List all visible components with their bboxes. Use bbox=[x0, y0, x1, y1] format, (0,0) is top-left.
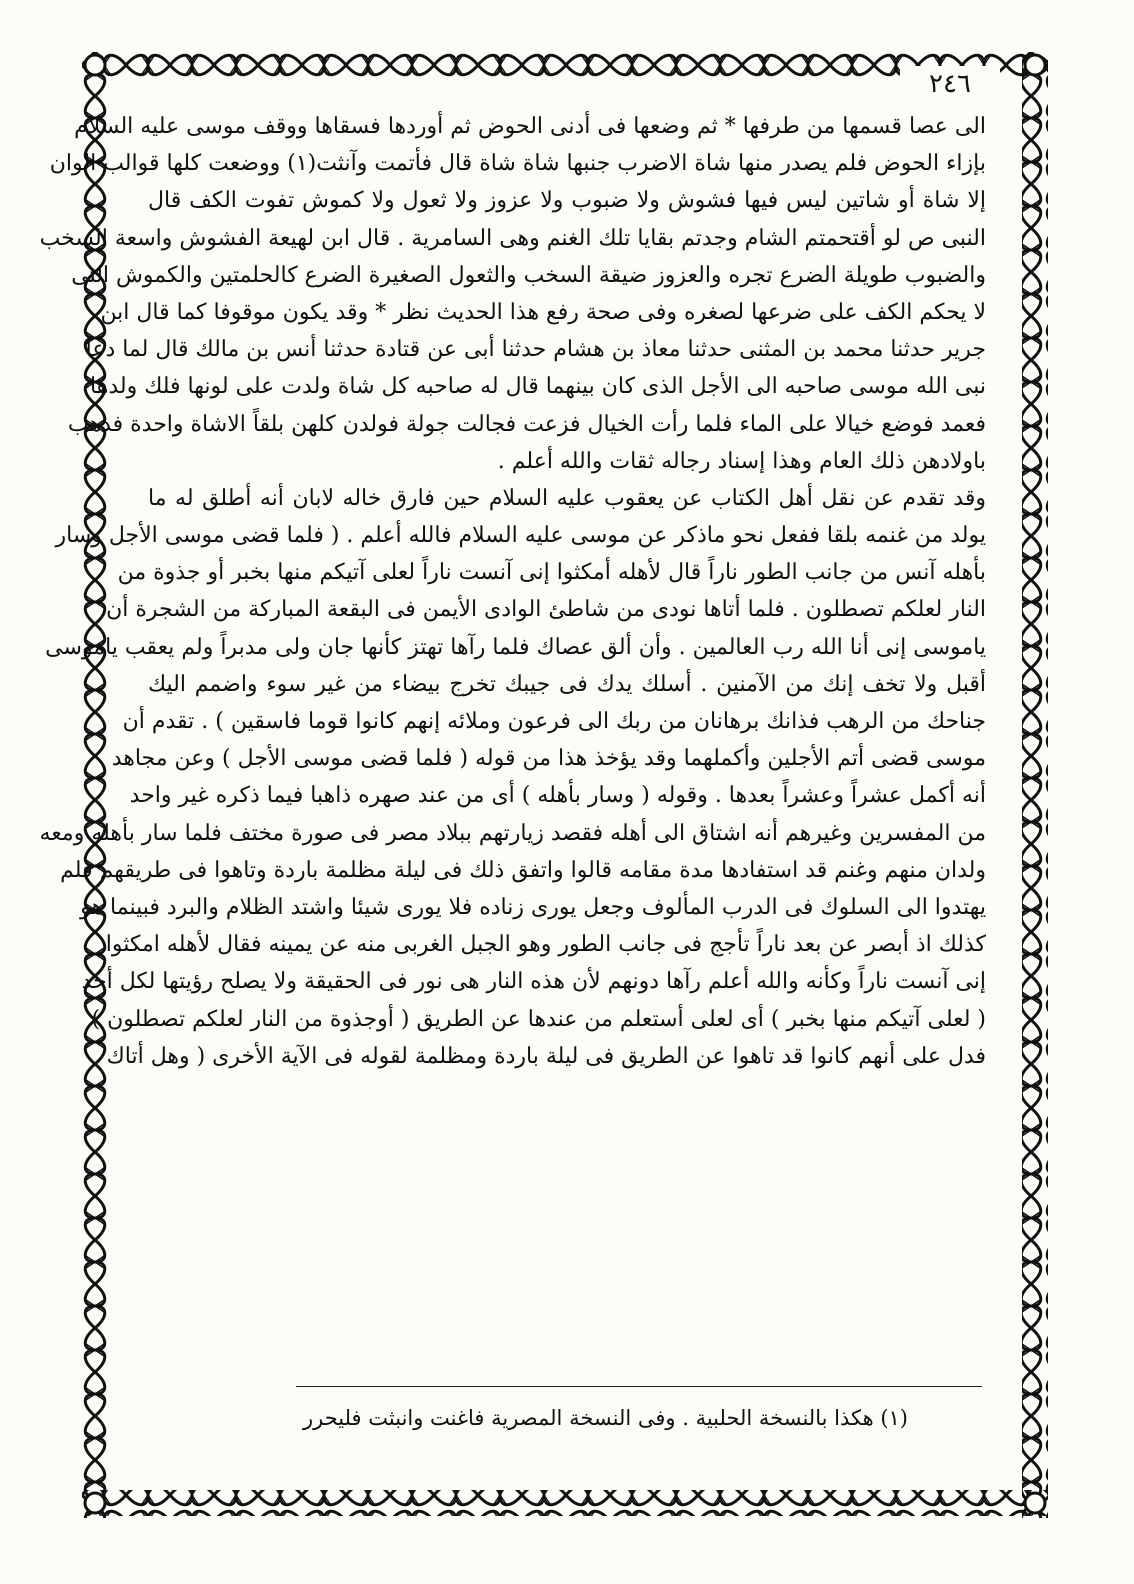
text-line: إلا شاة أو شاتين ليس فيها فشوش ولا ضبوب ولا عزوز ولا ثعول ولا كموش تفوت الكف قال bbox=[148, 188, 986, 214]
text-line: موسى قضى أتم الأجلين وأكملهما وقد يؤخذ هذا من قوله ( فلما قضى موسى الأجل ) وعن مجاهد bbox=[111, 746, 986, 772]
text-line: من المفسرين وغيرهم أنه اشتاق الى أهله فقصد زيارتهم ببلاد مصر فى صورة مختف فلما سار بأهله ومعه bbox=[39, 820, 986, 846]
text-line: ولدان منهم وغنم قد استفادها مدة مقامه قالوا واتفق ذلك فى ليلة مظلمة باردة وتاهوا فى طريقهم فلم bbox=[60, 857, 986, 883]
text-line: والضبوب طويلة الضرع تجره والعزوز ضيقة السخب والثعول الصغيرة الضرع كالحلمتين والكموش التى bbox=[71, 262, 986, 288]
page-body-text bbox=[39, 108, 986, 1075]
text-line: إنى آنست ناراً وكأنه والله أعلم رآها دونهم لأن هذه النار هى نور فى الحقيقة ولا يصلح رؤيتها لكل أحد bbox=[81, 969, 986, 995]
text-line: بأهله آنس من جانب الطور ناراً قال لأهله أمكثوا إنى آنست ناراً لعلى آتيكم منها بخبر أو جذوة من bbox=[117, 560, 986, 586]
text-line: فعمد فوضع خيالا على الماء فلما رأت الخيال فزعت فجالت جولة فولدن كلهن بلقاً الاشاة واحدة فذهب bbox=[67, 411, 986, 437]
text-line: أقبل ولا تخف إنك من الآمنين . أسلك يدك فى جيبك تخرج بيضاء من غير سوء واضمم اليك bbox=[148, 671, 986, 697]
footnote-divider bbox=[296, 1386, 982, 1387]
footnote: (١) هكذا بالنسخة الحلبية . وفى النسخة المصرية فاغنت وانبثت فليحرر bbox=[302, 1406, 908, 1430]
text-line: بإزاء الحوض فلم يصدر منها شاة الاضرب جنبها شاة شاة قال فأتمت وآنثت(١) ووضعت كلها قوالب الوان bbox=[49, 151, 986, 177]
text-line: أنه أكمل عشراً وعشراً بعدها . وقوله ( وسار بأهله ) أى من عند صهره ذاهبا فيما ذكره غير واحد bbox=[129, 783, 986, 809]
text-line: كذلك اذ أبصر عن بعد ناراً تأجج فى جانب الطور وهو الجبل الغربى منه عن يمينه فقال لأهله امكثوا bbox=[105, 932, 986, 958]
text-line: لا يحكم الكف على ضرعها لصغره وفى صحة رفع هذا الحديث نظر * وقد يكون موقوفا كما قال ابن bbox=[100, 299, 986, 325]
text-line: وقد تقدم عن نقل أهل الكتاب عن يعقوب عليه السلام حين فارق خاله لابان أنه أطلق له ما bbox=[148, 485, 986, 511]
text-line: باولادهن ذلك العام وهذا إسناد رجاله ثقات والله أعلم . bbox=[497, 448, 986, 474]
text-line: ( لعلى آتيكم منها بخبر ) أى لعلى أستعلم من عندها عن الطريق ( أوجذوة من النار لعلكم تصطلون ) bbox=[91, 1006, 986, 1032]
text-line: النبى ص لو أقتحمتم الشام وجدتم بقايا تلك الغنم وهى السامرية . قال ابن لهيعة الفشوش واسعة السخب bbox=[39, 225, 986, 251]
text-line: فدل على أنهم كانوا قد تاهوا عن الطريق فى ليلة باردة ومظلمة لقوله فى الآية الأخرى ( وهل أتاك bbox=[106, 1043, 986, 1069]
page-number: ٢٤٦ bbox=[900, 66, 1000, 102]
text-line: الى عصا قسمها من طرفها * ثم وضعها فى أدنى الحوض ثم أوردها فسقاها ووقف موسى عليه السلام bbox=[74, 114, 986, 139]
text-line: جناحك من الرهب فذانك برهانان من ربك الى فرعون وملائه إنهم كانوا قوما فاسقين ) . تقدم أن bbox=[122, 709, 986, 734]
text-line: نبى الله موسى صاحبه الى الأجل الذى كان بينهما قال له صاحبه كل شاة ولدت على لونها فلك ولدها bbox=[90, 374, 986, 400]
text-line: جرير حدثنا محمد بن المثنى حدثنا معاذ بن هشام حدثنا أبى عن قتادة حدثنا أنس بن مالك قال لما دعا bbox=[85, 337, 986, 363]
text-line: ياموسى إنى أنا الله رب العالمين . وأن ألق عصاك فلما رآها تهتز كأنها جان ولى مدبراً ولم يعقب ياموسى bbox=[45, 634, 986, 660]
text-line: النار لعلكم تصطلون . فلما أتاها نودى من شاطئ الوادى الأيمن فى البقعة المباركة من الشجرة أن bbox=[106, 597, 986, 623]
text-line: يهتدوا الى السلوك فى الدرب المألوف وجعل يورى زناده فلا يورى شيئا واشتد الظلام والبرد فبينما هو bbox=[80, 894, 986, 920]
text-line: يولد من غنمه بلقا ففعل نحو ماذكر عن موسى عليه السلام فالله أعلم . ( فلما قضى موسى الأجل وسار bbox=[55, 523, 986, 549]
